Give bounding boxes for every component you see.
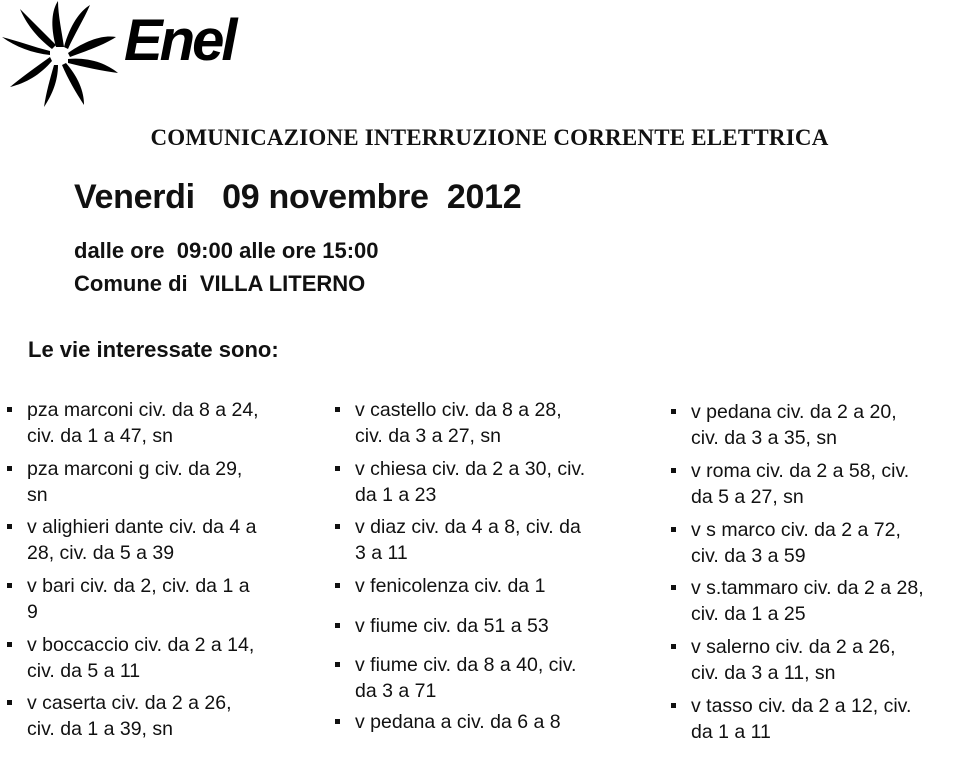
bullet-icon xyxy=(335,407,340,412)
street-line-1: v s marco civ. da 2 a 72, xyxy=(691,519,901,541)
street-line-2: 9 xyxy=(27,601,38,623)
list-item xyxy=(355,613,549,639)
list-item xyxy=(27,632,254,684)
bullet-icon xyxy=(7,583,12,588)
street-line-2: civ. da 5 a 11 xyxy=(27,660,141,682)
street-line-2: civ. da 1 a 39, sn xyxy=(27,718,173,740)
list-item xyxy=(691,517,901,569)
street-line-2: da 5 a 27, sn xyxy=(691,486,804,508)
street-line-1: v castello civ. da 8 a 28, xyxy=(355,399,562,421)
sunburst-logo-icon xyxy=(0,0,125,110)
list-item xyxy=(355,709,561,735)
bullet-icon xyxy=(335,466,340,471)
street-line-1: v chiesa civ. da 2 a 30, civ. xyxy=(355,458,586,480)
brand-wordmark: Enel xyxy=(124,8,235,73)
bullet-icon xyxy=(671,644,676,649)
list-item xyxy=(27,514,256,566)
list-item xyxy=(27,397,259,449)
street-line-2: sn xyxy=(27,484,48,506)
list-item xyxy=(691,693,911,745)
street-line-2: da 1 a 23 xyxy=(355,484,437,506)
list-item xyxy=(27,456,242,508)
list-item xyxy=(691,575,924,627)
street-line-1: v fenicolenza civ. da 1 xyxy=(355,575,546,597)
notice-hours: dalle ore 09:00 alle ore 15:00 xyxy=(74,238,379,263)
bullet-icon xyxy=(671,585,676,590)
street-line-2: civ. da 1 a 25 xyxy=(691,603,806,625)
street-line-1: v fiume civ. da 51 a 53 xyxy=(355,615,549,637)
list-item xyxy=(691,634,896,686)
street-line-2: 28, civ. da 5 a 39 xyxy=(27,542,175,564)
bullet-icon xyxy=(7,700,12,705)
list-item xyxy=(27,573,250,625)
notice-date: Venerdi 09 novembre 2012 xyxy=(74,178,522,216)
street-line-1: v boccaccio civ. da 2 a 14, xyxy=(27,634,255,656)
street-line-2: da 1 a 11 xyxy=(691,721,771,743)
bullet-icon xyxy=(335,583,340,588)
bullet-icon xyxy=(7,642,12,647)
street-line-1: v caserta civ. da 2 a 26, xyxy=(27,692,232,714)
street-line-1: v s.tammaro civ. da 2 a 28, xyxy=(691,577,924,599)
list-item xyxy=(355,456,585,508)
street-line-2: civ. da 3 a 11, sn xyxy=(691,662,836,684)
streets-heading: Le vie interessate sono: xyxy=(28,337,279,362)
street-line-1: v roma civ. da 2 a 58, civ. xyxy=(691,460,910,482)
bullet-icon xyxy=(671,409,676,414)
street-line-1: v pedana civ. da 2 a 20, xyxy=(691,401,897,423)
street-line-1: v pedana a civ. da 6 a 8 xyxy=(355,711,561,733)
bullet-icon xyxy=(335,719,340,724)
bullet-icon xyxy=(671,703,676,708)
street-line-2: civ. da 3 a 27, sn xyxy=(355,425,501,447)
list-item xyxy=(355,397,562,449)
street-line-1: v tasso civ. da 2 a 12, civ. xyxy=(691,695,912,717)
street-line-1: v fiume civ. da 8 a 40, civ. xyxy=(355,654,577,676)
bullet-icon xyxy=(7,466,12,471)
list-item xyxy=(355,573,545,599)
list-item xyxy=(27,690,232,742)
enel-logo xyxy=(0,0,250,110)
bullet-icon xyxy=(335,524,340,529)
street-line-1: v diaz civ. da 4 a 8, civ. da xyxy=(355,516,581,538)
bullet-icon xyxy=(671,527,676,532)
list-item xyxy=(355,514,581,566)
street-line-2: 3 a 11 xyxy=(355,542,408,564)
list-item xyxy=(691,399,897,451)
street-line-2: civ. da 1 a 47, sn xyxy=(27,425,173,447)
street-line-2: da 3 a 71 xyxy=(355,680,437,702)
notice-comune: Comune di VILLA LITERNO xyxy=(74,271,366,296)
list-item xyxy=(355,652,576,704)
street-line-2: civ. da 3 a 35, sn xyxy=(691,427,837,449)
bullet-icon xyxy=(335,623,340,628)
street-line-2: civ. da 3 a 59 xyxy=(691,545,806,567)
street-line-1: v salerno civ. da 2 a 26, xyxy=(691,636,896,658)
street-line-1: pza marconi civ. da 8 a 24, xyxy=(27,399,259,421)
street-line-1: v alighieri dante civ. da 4 a xyxy=(27,516,257,538)
street-line-1: v bari civ. da 2, civ. da 1 a xyxy=(27,575,250,597)
bullet-icon xyxy=(7,407,12,412)
street-line-1: pza marconi g civ. da 29, xyxy=(27,458,243,480)
notice-title: COMUNICAZIONE INTERRUZIONE CORRENTE ELETTRICA xyxy=(150,125,829,150)
bullet-icon xyxy=(7,524,12,529)
bullet-icon xyxy=(671,468,676,473)
list-item xyxy=(691,458,909,510)
bullet-icon xyxy=(335,662,340,667)
